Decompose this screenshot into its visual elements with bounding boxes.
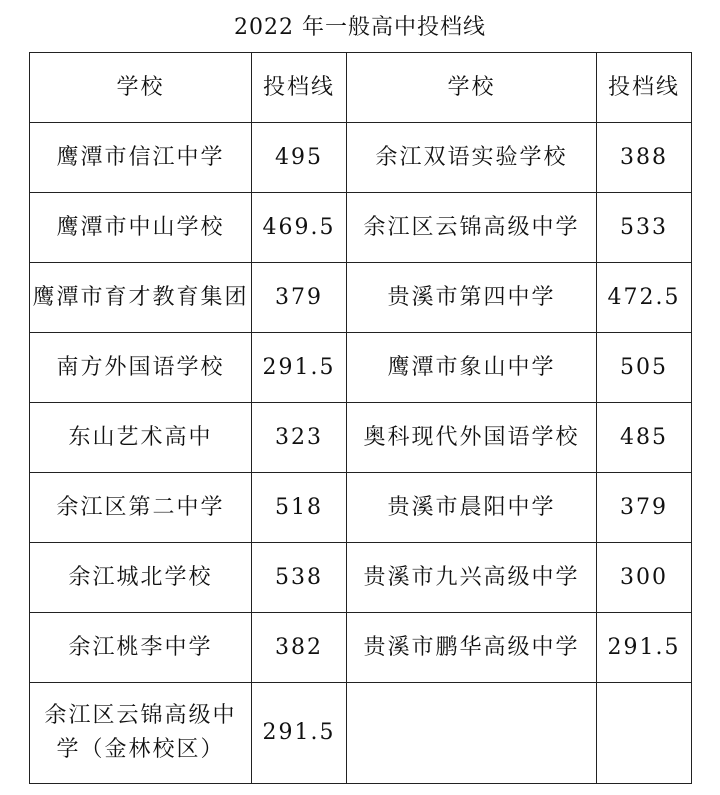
header-score-left: 投档线 (252, 53, 347, 123)
score-right: 485 (597, 403, 692, 473)
school-left: 鹰潭市中山学校 (30, 193, 252, 263)
table-row (30, 123, 692, 193)
school-right: 贵溪市第四中学 (347, 263, 597, 333)
score-left: 291.5 (252, 333, 347, 403)
score-right: 379 (597, 473, 692, 543)
table-row (30, 193, 692, 263)
table-row (30, 403, 692, 473)
score-left: 495 (252, 123, 347, 193)
score-right: 472.5 (597, 263, 692, 333)
score-right: 291.5 (597, 613, 692, 683)
score-right: 505 (597, 333, 692, 403)
table-row (30, 333, 692, 403)
school-left (30, 683, 252, 784)
table-row (30, 543, 692, 613)
table-row (30, 683, 692, 784)
school-left: 东山艺术高中 (30, 403, 252, 473)
header-school-right: 学校 (347, 53, 597, 123)
score-table (29, 52, 692, 784)
school-left-text: 余江区云锦高级中学（金林校区） (44, 703, 237, 762)
header-school-left: 学校 (30, 53, 252, 123)
school-left: 南方外国语学校 (30, 333, 252, 403)
score-left: 323 (252, 403, 347, 473)
school-right: 贵溪市九兴高级中学 (347, 543, 597, 613)
school-right: 余江双语实验学校 (347, 123, 597, 193)
school-right (347, 683, 597, 784)
score-left: 469.5 (252, 193, 347, 263)
school-left: 余江城北学校 (30, 543, 252, 613)
header-score-right: 投档线 (597, 53, 692, 123)
document-title: 2022 年一般高中投档线 (234, 15, 486, 40)
school-right: 鹰潭市象山中学 (347, 333, 597, 403)
school-right: 贵溪市鹏华高级中学 (347, 613, 597, 683)
score-right: 388 (597, 123, 692, 193)
school-right: 贵溪市晨阳中学 (347, 473, 597, 543)
score-left: 291.5 (252, 683, 347, 784)
school-right: 余江区云锦高级中学 (347, 193, 597, 263)
score-left: 379 (252, 263, 347, 333)
table-header-row (30, 53, 692, 123)
score-right: 300 (597, 543, 692, 613)
school-left: 余江区第二中学 (30, 473, 252, 543)
school-left: 余江桃李中学 (30, 613, 252, 683)
school-left: 鹰潭市育才教育集团 (30, 263, 252, 333)
score-right (597, 683, 692, 784)
score-right: 533 (597, 193, 692, 263)
table-row (30, 613, 692, 683)
school-left: 鹰潭市信江中学 (30, 123, 252, 193)
score-left: 518 (252, 473, 347, 543)
table-row (30, 473, 692, 543)
school-right: 奥科现代外国语学校 (347, 403, 597, 473)
table-row (30, 263, 692, 333)
score-left: 382 (252, 613, 347, 683)
score-left: 538 (252, 543, 347, 613)
